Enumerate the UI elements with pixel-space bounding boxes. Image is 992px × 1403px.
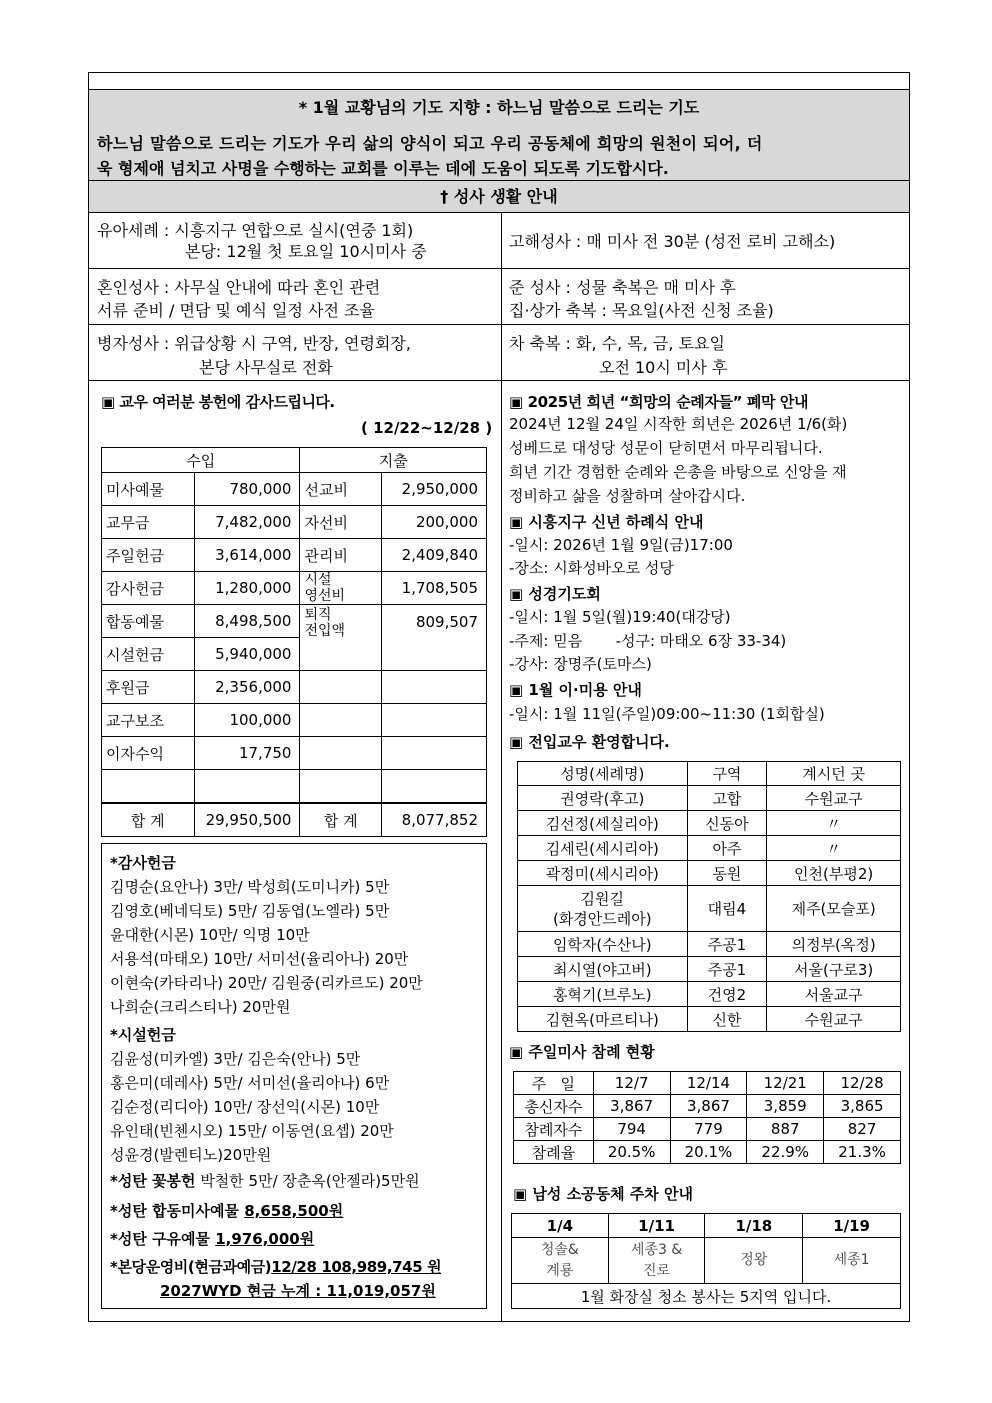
income-amount: 1,280,000 (194, 572, 300, 605)
attendance-value: 3,867 (593, 1095, 670, 1118)
income-amount: 7,482,000 (194, 506, 300, 539)
income-label: 후원금 (102, 671, 195, 704)
relief-offering-title: *성탄 구유예물 (110, 1230, 211, 1248)
sick-line2: 본당 사무실로 전화 (199, 358, 333, 377)
income-total: 29,950,500 (194, 803, 300, 837)
welcome-district: 신한 (687, 1007, 767, 1032)
facility-line: 홍은미(데레사) 5만/ 서미선(율리아나) 6만 (110, 1074, 390, 1092)
attendance-value: 3,867 (670, 1095, 747, 1118)
prayer-title: * 1월 교황님의 기도 지향 : 하느님 말씀으로 드리는 기도 (298, 98, 700, 117)
welcome-from: 제주(모슬포) (767, 886, 901, 932)
finance-period: ( 12/22~12/28 ) (361, 419, 493, 437)
welcome-name: 김원길 (화경안드레아) (518, 886, 688, 932)
income-amount: 100,000 (194, 704, 300, 737)
attendance-value: 20.1% (670, 1141, 747, 1164)
welcome-name: 홍혁기(브루노) (518, 982, 688, 1007)
expense-amount: 200,000 (382, 506, 487, 539)
sacraments-row-3 (89, 325, 909, 381)
welcome-name: 최시열(야고버) (518, 957, 688, 982)
sacraments-header: † 성사 생활 안내 (440, 187, 558, 206)
column-divider (501, 381, 502, 1321)
welcome-col-name: 성명(세례명) (518, 762, 688, 786)
thanks-line: 김명순(요안나) 3만/ 박성희(도미니카) 5만 (110, 878, 390, 896)
car-line2: 오전 10시 미사 후 (599, 358, 728, 377)
welcome-district: 주공1 (687, 932, 767, 957)
welcome-district: 동원 (687, 861, 767, 886)
sacramentals-line1: 준 성사 : 성물 축복은 매 미사 후 (509, 278, 736, 297)
mass-offering-title: *성탄 합동미사예물 (110, 1202, 239, 1220)
jubilee-line: 성베드로 대성당 성문이 닫히면서 마무리됩니다. (509, 439, 823, 457)
welcome-district: 아주 (687, 836, 767, 861)
parking-group: 세종1 (803, 1238, 901, 1284)
facility-line: 유인태(빈첸시오) 15만/ 이동연(요셉) 20만 (110, 1122, 394, 1140)
donations-box (101, 843, 487, 1309)
parking-group: 정왕 (705, 1238, 803, 1284)
expense-label: 퇴직 전입액 (300, 605, 382, 671)
income-label: 주일헌금 (102, 539, 195, 572)
welcome-name: 권영락(후고) (518, 786, 688, 811)
mass-offering-amount: 8,658,500원 (244, 1202, 344, 1220)
bible-topic: -주제: 믿음 -성구: 마태오 6장 33-34) (509, 632, 787, 650)
welcome-district: 고합 (687, 786, 767, 811)
welcome-col-from: 계시던 곳 (767, 762, 901, 786)
sick-line1: 병자성사 : 위급상황 시 구역, 반장, 연령회장, (97, 334, 411, 353)
attendance-row-label: 참례율 (514, 1141, 594, 1164)
income-label: 시설헌금 (102, 638, 195, 671)
welcome-from: 〃 (767, 811, 901, 836)
parking-date: 1/19 (803, 1214, 901, 1238)
welcome-from: 의정부(옥정) (767, 932, 901, 957)
attendance-value: 3,859 (747, 1095, 824, 1118)
jubilee-line: 희년 기간 경험한 순례와 은총을 바탕으로 신앙을 재 (509, 463, 847, 481)
cleaning-note: 1월 화장실 청소 봉사는 5지역 입니다. (512, 1284, 901, 1309)
welcome-name: 김현옥(마르티나) (518, 1007, 688, 1032)
facility-line: 성윤경(발렌티노)20만원 (110, 1146, 272, 1164)
attendance-value: 779 (670, 1118, 747, 1141)
expense-total-label: 합 계 (300, 803, 382, 837)
prayer-body-line2: 욱 형제애 넘치고 사명을 수행하는 교회를 이루는 데에 도움이 되도록 기도합시다. (97, 159, 669, 178)
newyear-title: ▣ 시흥지구 신년 하례식 안내 (509, 513, 704, 531)
income-amount: 8,498,500 (194, 605, 300, 638)
bible-speaker: -강사: 장명주(토마스) (509, 655, 652, 673)
expense-amount: 809,507 (382, 605, 487, 671)
facility-line: 김윤성(미카엘) 3만/ 김은숙(안나) 5만 (110, 1050, 361, 1068)
welcome-title: ▣ 전입교우 환영합니다. (509, 733, 670, 751)
facility-line: 김순정(리디아) 10만/ 장선익(시몬) 10만 (110, 1098, 380, 1116)
parking-group: 세종3 & 진로 (608, 1238, 705, 1284)
sacraments-header-bar (89, 181, 909, 213)
income-amount: 780,000 (194, 473, 300, 506)
bulletin-page (88, 72, 910, 1322)
expense-label: 선교비 (300, 473, 382, 506)
bible-title: ▣ 성경기도회 (509, 585, 601, 603)
expense-total: 8,077,852 (382, 803, 487, 837)
newyear-place: -장소: 시화성바오로 성당 (509, 559, 674, 577)
wyd-total: 2027WYD 현금 누계 : 11,019,057원 (160, 1282, 436, 1300)
fund-title: *본당운영비(현금과예금) (110, 1258, 272, 1276)
income-label: 감사헌금 (102, 572, 195, 605)
attendance-value: 827 (824, 1118, 901, 1141)
sacraments-row-2 (89, 269, 909, 325)
expense-amount: 2,409,840 (382, 539, 487, 572)
welcome-col-district: 구역 (687, 762, 767, 786)
welcome-district: 신동아 (687, 811, 767, 836)
relief-offering-amount: 1,976,000원 (215, 1230, 315, 1248)
finance-title: ▣ 교우 여러분 봉헌에 감사드립니다. (101, 393, 335, 411)
attendance-date: 12/14 (670, 1072, 747, 1095)
attendance-value: 794 (593, 1118, 670, 1141)
confession-info: 고해성사 : 매 미사 전 30분 (성전 로비 고해소) (509, 232, 836, 251)
income-amount: 17,750 (194, 737, 300, 770)
facility-title: *시설헌금 (110, 1026, 176, 1044)
welcome-table (517, 761, 901, 1032)
attendance-table (513, 1071, 901, 1164)
welcome-from: 인천(부평2) (767, 861, 901, 886)
parking-table (511, 1213, 901, 1309)
finance-table (101, 447, 487, 837)
attendance-value: 21.3% (824, 1141, 901, 1164)
welcome-district: 주공1 (687, 957, 767, 982)
mass-offering-row (110, 1200, 343, 1223)
expense-amount: 2,950,000 (382, 473, 487, 506)
flower-title: *성탄 꽃봉헌 (110, 1172, 196, 1190)
attendance-date: 12/7 (593, 1072, 670, 1095)
welcome-from: 〃 (767, 836, 901, 861)
thanks-line: 서용석(마태오) 10만/ 서미선(율리아나) 20만 (110, 950, 409, 968)
sacramentals-line2: 집·상가 축복 : 목요일(사전 신청 조율) (509, 301, 774, 320)
parking-date: 1/4 (512, 1214, 609, 1238)
fund-row (110, 1256, 441, 1279)
infant-baptism-line2: 본당: 12월 첫 토요일 10시미사 중 (185, 242, 427, 261)
parking-date: 1/11 (608, 1214, 705, 1238)
welcome-from: 서울(구로3) (767, 957, 901, 982)
haircut-date: -일시: 1월 11일(주일)09:00~11:30 (1회합실) (509, 705, 825, 723)
thanks-line: 윤대한(시몬) 10만/ 익명 10만 (110, 926, 310, 944)
thanks-line: 나희순(크리스티나) 20만원 (110, 998, 291, 1016)
parking-title: ▣ 남성 소공동체 주차 안내 (513, 1185, 693, 1203)
jubilee-title: ▣ 2025년 희년 “희망의 순례자들” 폐막 안내 (509, 393, 809, 411)
attendance-title: ▣ 주일미사 참례 현황 (509, 1043, 655, 1061)
flower-row (110, 1170, 420, 1193)
income-amount: 2,356,000 (194, 671, 300, 704)
prayer-intention-box (89, 89, 909, 181)
attendance-date: 12/21 (747, 1072, 824, 1095)
relief-offering-row (110, 1228, 314, 1251)
haircut-title: ▣ 1월 이·미용 안내 (509, 681, 642, 699)
thanks-line: 김영호(베네딕토) 5만/ 김동엽(노엘라) 5만 (110, 902, 390, 920)
prayer-body-line1: 하느님 말씀으로 드리는 기도가 우리 삶의 양식이 되고 우리 공동체에 희망의 원천이 되어, 더 (97, 134, 763, 153)
car-line1: 차 축복 : 화, 수, 목, 금, 토요일 (509, 334, 725, 353)
income-label: 합동예물 (102, 605, 195, 638)
parking-date: 1/18 (705, 1214, 803, 1238)
thanks-title: *감사헌금 (110, 854, 176, 872)
marriage-line2: 서류 준비 / 면담 및 예식 일정 사전 조율 (97, 301, 375, 320)
attendance-value: 887 (747, 1118, 824, 1141)
income-total-label: 합 계 (102, 803, 195, 837)
welcome-district: 대림4 (687, 886, 767, 932)
welcome-district: 건영2 (687, 982, 767, 1007)
welcome-name: 김선정(세실리아) (518, 811, 688, 836)
flower-text: 박철한 5만/ 장춘옥(안젤라)5만원 (200, 1172, 420, 1190)
income-label: 교구보조 (102, 704, 195, 737)
marriage-line1: 혼인성사 : 사무실 안내에 따라 혼인 관련 (97, 278, 381, 297)
income-amount: 3,614,000 (194, 539, 300, 572)
income-label: 이자수익 (102, 737, 195, 770)
bible-date: -일시: 1월 5일(월)19:40(대강당) (509, 608, 731, 626)
expense-header: 지출 (300, 448, 487, 473)
jubilee-line: 2024년 12월 24일 시작한 희년은 2026년 1/6(화) (509, 415, 848, 433)
welcome-name: 임학자(수산나) (518, 932, 688, 957)
sacraments-row-1 (89, 213, 909, 269)
expense-label: 관리비 (300, 539, 382, 572)
income-label: 교무금 (102, 506, 195, 539)
parking-group: 청솔& 계룡 (512, 1238, 609, 1284)
newyear-date: -일시: 2026년 1월 9일(금)17:00 (509, 536, 733, 554)
welcome-name: 김세린(세시리아) (518, 836, 688, 861)
attendance-value: 3,865 (824, 1095, 901, 1118)
attendance-value: 20.5% (593, 1141, 670, 1164)
income-header: 수입 (102, 448, 300, 473)
expense-amount: 1,708,505 (382, 572, 487, 605)
welcome-from: 서울교구 (767, 982, 901, 1007)
thanks-line: 이현숙(카타리나) 20만/ 김원중(리카르도) 20만 (110, 974, 423, 992)
welcome-from: 수원교구 (767, 786, 901, 811)
welcome-from: 수원교구 (767, 1007, 901, 1032)
income-amount: 5,940,000 (194, 638, 300, 671)
infant-baptism-line1: 유아세례 : 시흥지구 연합으로 실시(연중 1회) (97, 221, 414, 240)
attendance-date: 12/28 (824, 1072, 901, 1095)
attendance-value: 22.9% (747, 1141, 824, 1164)
expense-label: 자선비 (300, 506, 382, 539)
attendance-row-label: 참례자수 (514, 1118, 594, 1141)
expense-label: 시설 영선비 (300, 572, 382, 605)
jubilee-line: 정비하고 삶을 성찰하며 살아갑시다. (509, 487, 746, 505)
attendance-row-label: 총신자수 (514, 1095, 594, 1118)
income-label: 미사예물 (102, 473, 195, 506)
welcome-name: 곽정미(세시리아) (518, 861, 688, 886)
attendance-header-label: 주 일 (514, 1072, 594, 1095)
fund-amount: 12/28 108,989,745 원 (271, 1258, 442, 1276)
